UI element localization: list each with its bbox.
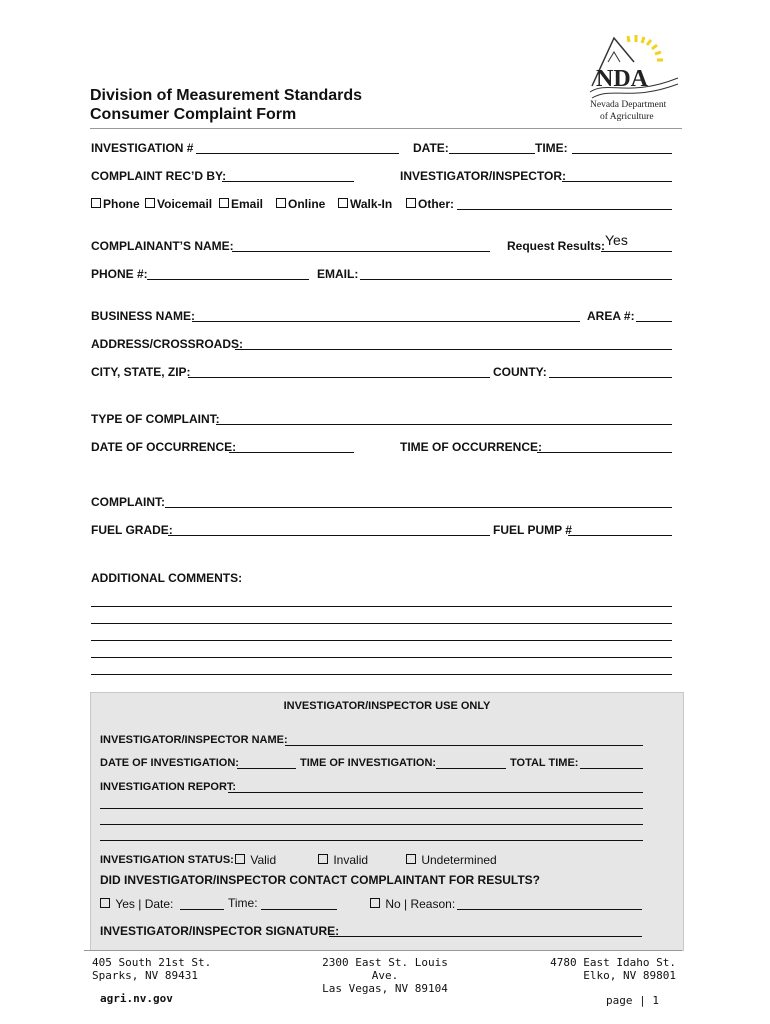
request-results-input[interactable] xyxy=(601,251,672,252)
email-input[interactable] xyxy=(360,279,672,280)
inspector-section-heading: INVESTIGATOR/INSPECTOR USE ONLY xyxy=(283,700,491,712)
footer-address-sparks-line1: 405 South 21st St. xyxy=(92,956,212,969)
phone-label: PHONE #: xyxy=(91,267,148,281)
request-results-label: Request Results: xyxy=(507,239,606,253)
checkbox-icon xyxy=(318,854,328,864)
form-title-line1: Division of Measurement Standards xyxy=(90,87,363,104)
business-name-label: BUSINESS NAME: xyxy=(91,309,196,323)
checkbox-icon xyxy=(235,854,245,864)
inspector-name-label: INVESTIGATOR/INSPECTOR NAME: xyxy=(100,734,288,746)
page-number: 1 xyxy=(652,994,659,1007)
time-input[interactable] xyxy=(572,153,672,154)
area-label: AREA #: xyxy=(587,309,635,323)
checkbox-icon xyxy=(370,898,380,908)
nda-logo xyxy=(588,32,680,128)
footer-page-number xyxy=(606,994,659,1007)
comments-line-4[interactable] xyxy=(91,657,672,658)
complaint-label: COMPLAINT: xyxy=(91,495,165,509)
investigation-report-label: INVESTIGATION REPORT: xyxy=(100,781,237,793)
complainant-name-input[interactable] xyxy=(232,251,490,252)
method-voicemail-checkbox[interactable]: Voicemail xyxy=(145,196,212,211)
type-of-complaint-label: TYPE OF COMPLAINT: xyxy=(91,412,220,426)
contact-time-input[interactable] xyxy=(261,909,337,910)
additional-comments-label: ADDITIONAL COMMENTS: xyxy=(91,571,243,585)
page-separator: | xyxy=(639,994,646,1007)
city-state-zip-input[interactable] xyxy=(188,377,490,378)
report-line-1[interactable] xyxy=(228,792,643,793)
type-of-complaint-input[interactable] xyxy=(216,424,672,425)
date-of-investigation-input[interactable] xyxy=(237,768,296,769)
business-name-input[interactable] xyxy=(192,321,580,322)
report-line-3[interactable] xyxy=(100,824,643,825)
address-label: ADDRESS/CROSSROADS: xyxy=(91,337,244,351)
contact-time-label: Time: xyxy=(228,896,258,910)
method-online-checkbox[interactable]: Online xyxy=(276,196,325,211)
date-input[interactable] xyxy=(449,153,535,154)
status-undetermined-checkbox[interactable]: Undetermined xyxy=(406,852,497,867)
report-line-2[interactable] xyxy=(100,808,643,809)
investigation-status-label: INVESTIGATION STATUS: xyxy=(100,854,234,866)
checkbox-icon xyxy=(91,198,101,208)
phone-input[interactable] xyxy=(147,279,309,280)
logo-nda-text: NDA xyxy=(596,66,648,92)
date-of-occurrence-label: DATE OF OCCURRENCE: xyxy=(91,440,237,454)
address-input[interactable] xyxy=(235,349,672,350)
complainant-name-label: COMPLAINANT’S NAME: xyxy=(91,239,234,253)
fuel-pump-input[interactable] xyxy=(568,535,672,536)
total-time-input[interactable] xyxy=(580,768,643,769)
logo-sub1: Nevada Department xyxy=(590,100,667,110)
method-other-input[interactable] xyxy=(457,209,672,210)
fuel-grade-input[interactable] xyxy=(168,535,490,536)
footer-address-elko-line1: 4780 East Idaho St. xyxy=(550,956,676,969)
time-of-occurrence-label: TIME OF OCCURRENCE: xyxy=(400,440,542,454)
time-of-investigation-input[interactable] xyxy=(436,768,506,769)
checkbox-icon xyxy=(219,198,229,208)
county-label: COUNTY: xyxy=(493,365,547,379)
date-label: DATE: xyxy=(413,141,449,155)
report-line-4[interactable] xyxy=(100,840,643,841)
footer-address-elko-line2: Elko, NV 89801 xyxy=(583,969,676,982)
time-of-investigation-label: TIME OF INVESTIGATION: xyxy=(300,757,437,769)
footer-rule xyxy=(84,950,682,951)
footer-address-sparks xyxy=(92,956,211,982)
complaint-recd-by-input[interactable] xyxy=(222,181,354,182)
status-valid-checkbox[interactable]: Valid xyxy=(235,852,276,867)
time-of-occurrence-input[interactable] xyxy=(537,452,672,453)
checkbox-icon xyxy=(406,854,416,864)
comments-line-5[interactable] xyxy=(91,674,672,675)
page-label: page xyxy=(606,994,633,1007)
investigation-number-label: INVESTIGATION # xyxy=(91,141,194,155)
checkbox-icon xyxy=(406,198,416,208)
complaint-recd-by-label: COMPLAINT REC’D BY: xyxy=(91,169,227,183)
comments-line-2[interactable] xyxy=(91,623,672,624)
footer-address-lasvegas xyxy=(310,956,460,995)
complaint-input[interactable] xyxy=(165,507,672,508)
checkbox-icon xyxy=(100,898,110,908)
comments-line-3[interactable] xyxy=(91,640,672,641)
investigator-label: INVESTIGATOR/INSPECTOR: xyxy=(400,169,567,183)
checkbox-icon xyxy=(276,198,286,208)
method-walkin-checkbox[interactable]: Walk-In xyxy=(338,196,392,211)
method-phone-checkbox[interactable]: Phone xyxy=(91,196,140,211)
method-other-checkbox[interactable]: Other: xyxy=(406,196,454,211)
method-email-checkbox[interactable]: Email xyxy=(219,196,263,211)
status-invalid-checkbox[interactable]: Invalid xyxy=(318,852,368,867)
city-state-zip-label: CITY, STATE, ZIP: xyxy=(91,365,191,379)
contact-yes-date-input[interactable] xyxy=(180,909,224,910)
date-of-occurrence-input[interactable] xyxy=(229,452,354,453)
inspector-use-only-section xyxy=(90,692,684,951)
contact-yes-checkbox[interactable]: Yes | Date: xyxy=(100,896,173,911)
investigation-number-input[interactable] xyxy=(196,153,399,154)
contact-no-reason-input[interactable] xyxy=(457,909,642,910)
inspector-name-input[interactable] xyxy=(285,745,643,746)
fuel-grade-label: FUEL GRADE: xyxy=(91,523,173,537)
footer-address-lasvegas-line1: 2300 East St. Louis Ave. xyxy=(322,956,448,982)
time-label: TIME: xyxy=(535,141,568,155)
contact-question: DID INVESTIGATOR/INSPECTOR CONTACT COMPLAINTANT FOR RESULTS? xyxy=(100,873,540,887)
contact-no-checkbox[interactable]: No | Reason: xyxy=(370,896,455,911)
area-input[interactable] xyxy=(636,321,672,322)
header-rule xyxy=(90,128,682,129)
inspector-signature-input[interactable] xyxy=(329,936,642,937)
county-input[interactable] xyxy=(549,377,672,378)
date-of-investigation-label: DATE OF INVESTIGATION: xyxy=(100,757,239,769)
footer-address-elko xyxy=(540,956,676,982)
footer-website: agri.nv.gov xyxy=(100,992,173,1005)
footer-address-sparks-line2: Sparks, NV 89431 xyxy=(92,969,198,982)
fuel-pump-label: FUEL PUMP # xyxy=(493,523,572,537)
form-title-line2: Consumer Complaint Form xyxy=(90,106,297,123)
investigator-input[interactable] xyxy=(562,181,672,182)
request-results-value: Yes xyxy=(605,232,628,248)
total-time-label: TOTAL TIME: xyxy=(510,757,579,769)
email-label: EMAIL: xyxy=(317,267,359,281)
checkbox-icon xyxy=(145,198,155,208)
comments-line-1[interactable] xyxy=(91,606,672,607)
inspector-signature-label: INVESTIGATOR/INSPECTOR SIGNATURE: xyxy=(100,924,340,938)
checkbox-icon xyxy=(338,198,348,208)
footer-address-lasvegas-line2: Las Vegas, NV 89104 xyxy=(322,982,448,995)
logo-sub2: of Agriculture xyxy=(600,112,654,122)
